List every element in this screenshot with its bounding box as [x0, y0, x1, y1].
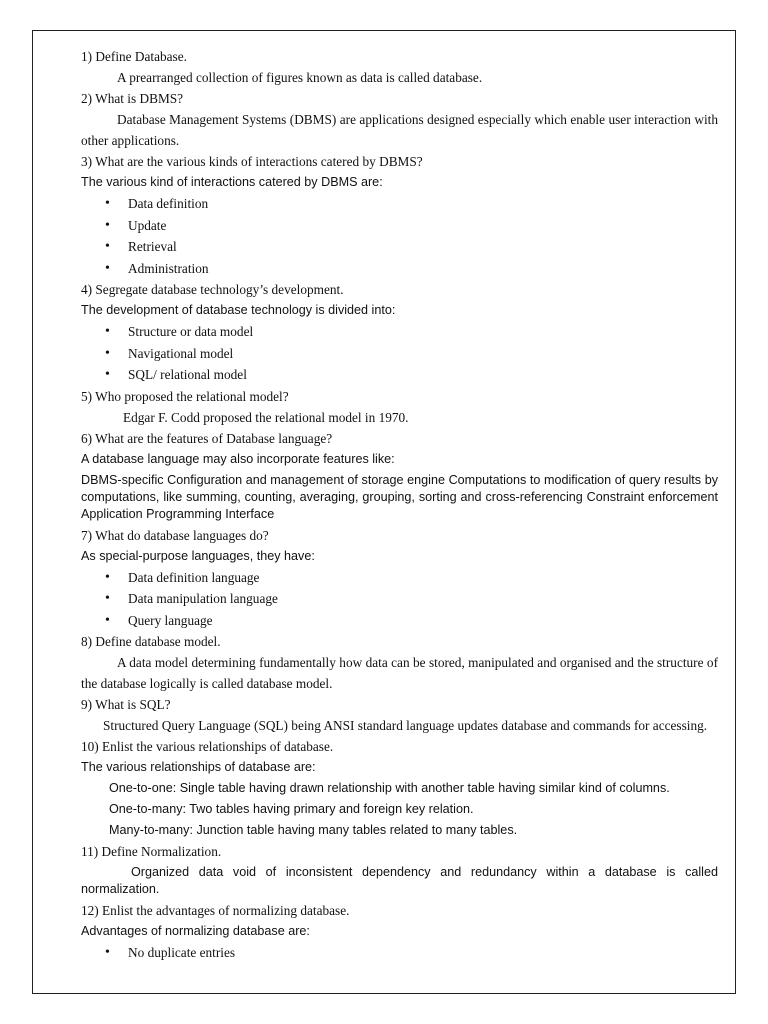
answer-1: A prearranged collection of figures known as data is called database.: [117, 70, 483, 85]
intro-3: The various kind of interactions catered by DBMS are:: [81, 175, 383, 189]
list-item: • Structure or data model: [81, 321, 718, 343]
list-item: • Data manipulation language: [81, 588, 718, 610]
list-item: • Data definition language: [81, 567, 718, 589]
list-item: • Update: [81, 215, 718, 237]
question-1: 1) Define Database.: [81, 49, 187, 64]
question-4: 4) Segregate database technology’s development.: [81, 282, 344, 297]
relationship-one-to-one: One-to-one: Single table having drawn relationship with another table having similar kind of columns.: [109, 781, 670, 795]
question-3: 3) What are the various kinds of interactions catered by DBMS?: [81, 154, 423, 169]
question-12: 12) Enlist the advantages of normalizing database.: [81, 903, 350, 918]
question-9: 9) What is SQL?: [81, 697, 171, 712]
document-body: [81, 46, 718, 964]
list-item: • Navigational model: [81, 343, 718, 365]
question-10: 10) Enlist the various relationships of database.: [81, 739, 334, 754]
list-item: • Administration: [81, 258, 718, 280]
question-5: 5) Who proposed the relational model?: [81, 388, 289, 404]
question-11: 11) Define Normalization.: [81, 844, 222, 859]
list-item: • Query language: [81, 610, 718, 632]
answer-2: Database Management Systems (DBMS) are applications designed especially which enable user interaction with other applications.: [81, 112, 718, 148]
question-7: 7) What do database languages do?: [81, 527, 269, 543]
question-2: 2) What is DBMS?: [81, 91, 184, 106]
answer-5: Edgar F. Codd proposed the relational model in 1970.: [123, 409, 409, 425]
question-6: 6) What are the features of Database language?: [81, 430, 333, 446]
list-item: • No duplicate entries: [81, 942, 718, 964]
answer-11: Organized data void of inconsistent dependency and redundancy within a database is called normalization.: [81, 865, 718, 896]
relationship-many-to-many: Many-to-many: Junction table having many tables related to many tables.: [109, 823, 518, 837]
answer-6: DBMS-specific Configuration and management of storage engine Computations to modification of query results by computations, like summing, counting, averaging, grouping, sorting and cross-referencing Constraint enforcement Application Programming Interface: [81, 472, 718, 521]
answer-8: A data model determining fundamentally how data can be stored, manipulated and organised and the structure of the database logically is called database model.: [81, 655, 718, 691]
relationship-one-to-many: One-to-many: Two tables having primary and foreign key relation.: [109, 802, 474, 816]
intro-12: Advantages of normalizing database are:: [81, 924, 310, 938]
list-item: • SQL/ relational model: [81, 364, 718, 386]
intro-6: A database language may also incorporate features like:: [81, 451, 395, 466]
intro-7: As special-purpose languages, they have:: [81, 548, 315, 563]
intro-4: The development of database technology is divided into:: [81, 303, 396, 317]
answer-9: Structured Query Language (SQL) being ANSI standard language updates database and commands for accessing.: [103, 718, 708, 733]
list-4: [81, 321, 718, 386]
question-8: 8) Define database model.: [81, 634, 221, 649]
list-12: [81, 942, 718, 964]
list-item: • Data definition: [81, 193, 718, 215]
list-7: [81, 567, 718, 632]
intro-10: The various relationships of database are:: [81, 760, 316, 774]
list-item: • Retrieval: [81, 236, 718, 258]
list-3: [81, 193, 718, 279]
